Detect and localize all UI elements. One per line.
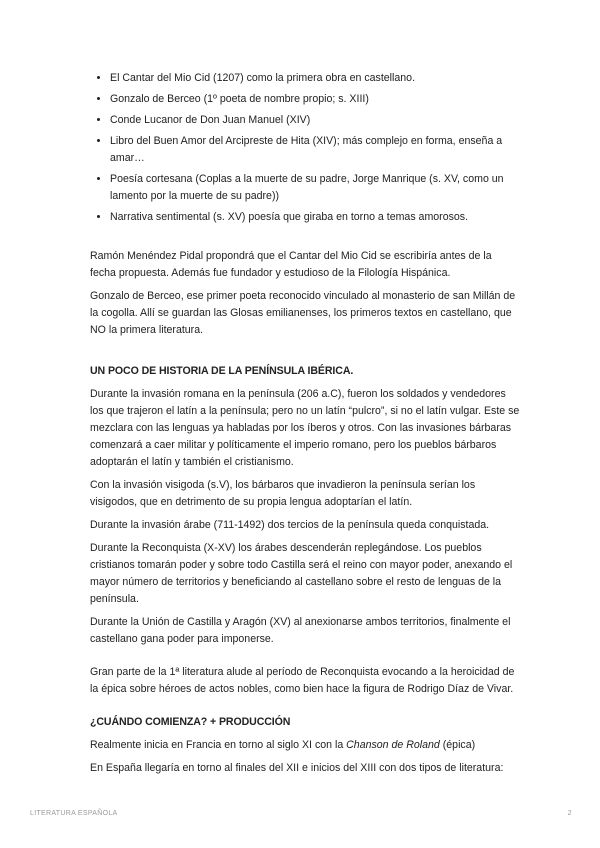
paragraph-epic-literature: Gran parte de la 1ª literatura alude al período de Reconquista evocando a la heroicidad de la épica sobre héroes de actos nobles, como bien hace la figura de Rodrigo Díaz de Vivar. bbox=[90, 666, 515, 695]
paragraph-menendez-pidal: Ramón Menéndez Pidal propondrá que el Cantar del Mio Cid se escribiría antes de la fecha propuesta. Además fue fundador y estudioso de la Filología Hispánica. bbox=[90, 250, 492, 279]
chanson-de-roland-title: Chanson de Roland bbox=[346, 739, 440, 751]
text-segment: (épica) bbox=[439, 739, 476, 751]
text-segment: Realmente inicia en Francia en torno al siglo XI con la bbox=[90, 739, 347, 751]
page-content bbox=[90, 70, 520, 783]
paragraph-visigoth-invasion: Con la invasión visigoda (s.V), los bárbaros que invadieron la península serían los visigodos, que en detrimento de su propia lengua adoptarían el latín. bbox=[90, 479, 476, 508]
production-heading: ¿CUÁNDO COMIENZA? + PRODUCCIÓN bbox=[90, 716, 291, 728]
paragraph-spain-arrival: En España llegaría en torno al finales del XII e inicios del XIII con dos tipos de literatura: bbox=[90, 762, 504, 774]
list-item: • Poesía cortesana (Coplas a la muerte de su padre, Jorge Manrique (s. XV, como un lamento por la muerte de su padre)) bbox=[110, 171, 520, 205]
footer-title: LITERATURA ESPAÑOLA bbox=[30, 810, 118, 817]
paragraph-france-origin bbox=[90, 737, 520, 754]
list-item: • Narrativa sentimental (s. XV) poesía que giraba en torno a temas amorosos. bbox=[110, 209, 520, 226]
paragraph-union-castilla-aragon: Durante la Unión de Castilla y Aragón (XV) al anexionarse ambos territorios, finalmente el castellano gana poder para imponerse. bbox=[90, 616, 511, 645]
list-item: • El Cantar del Mio Cid (1207) como la primera obra en castellano. bbox=[110, 70, 520, 87]
paragraph-roman-invasion: Durante la invasión romana en la península (206 a.C), fueron los soldados y vendedores los que trajeron el latín a la península; pero no un latín “pulcro”, si no el latín vulgar. Este se mezclara con las lenguas ya habladas por los íberos y otros. Con las invasiones bárbaras comenzará a caer militar y políticamente el imperio romano, pero los pueblos bárbaros adoptarán el latín y también el cristianismo. bbox=[90, 388, 520, 468]
works-list bbox=[90, 70, 520, 226]
page-footer bbox=[30, 810, 572, 817]
history-heading: UN POCO DE HISTORIA DE LA PENÍNSULA IBÉRICA. bbox=[90, 365, 354, 377]
page-number: 2 bbox=[567, 810, 572, 817]
list-item: • Conde Lucanor de Don Juan Manuel (XIV) bbox=[110, 112, 520, 129]
paragraph-reconquista: Durante la Reconquista (X-XV) los árabes descenderán replegándose. Los pueblos cristianos tomarán poder y sobre todo Castilla será el reino con mayor poder, anexando el mayor número de territorios y beneficiando al castellano sobre el resto de lenguas de la península. bbox=[90, 542, 513, 605]
paragraph-arab-invasion: Durante la invasión árabe (711-1492) dos tercios de la península queda conquistada. bbox=[90, 519, 490, 531]
list-item: • Libro del Buen Amor del Arcipreste de Hita (XIV); más complejo en forma, enseña a amar… bbox=[110, 133, 520, 167]
list-item: • Gonzalo de Berceo (1º poeta de nombre propio; s. XIII) bbox=[110, 91, 520, 108]
paragraph-berceo: Gonzalo de Berceo, ese primer poeta reconocido vinculado al monasterio de san Millán de la cogolla. Allí se guardan las Glosas emilianenses, los primeros textos en castellano, que NO la primera literatura. bbox=[90, 290, 516, 336]
